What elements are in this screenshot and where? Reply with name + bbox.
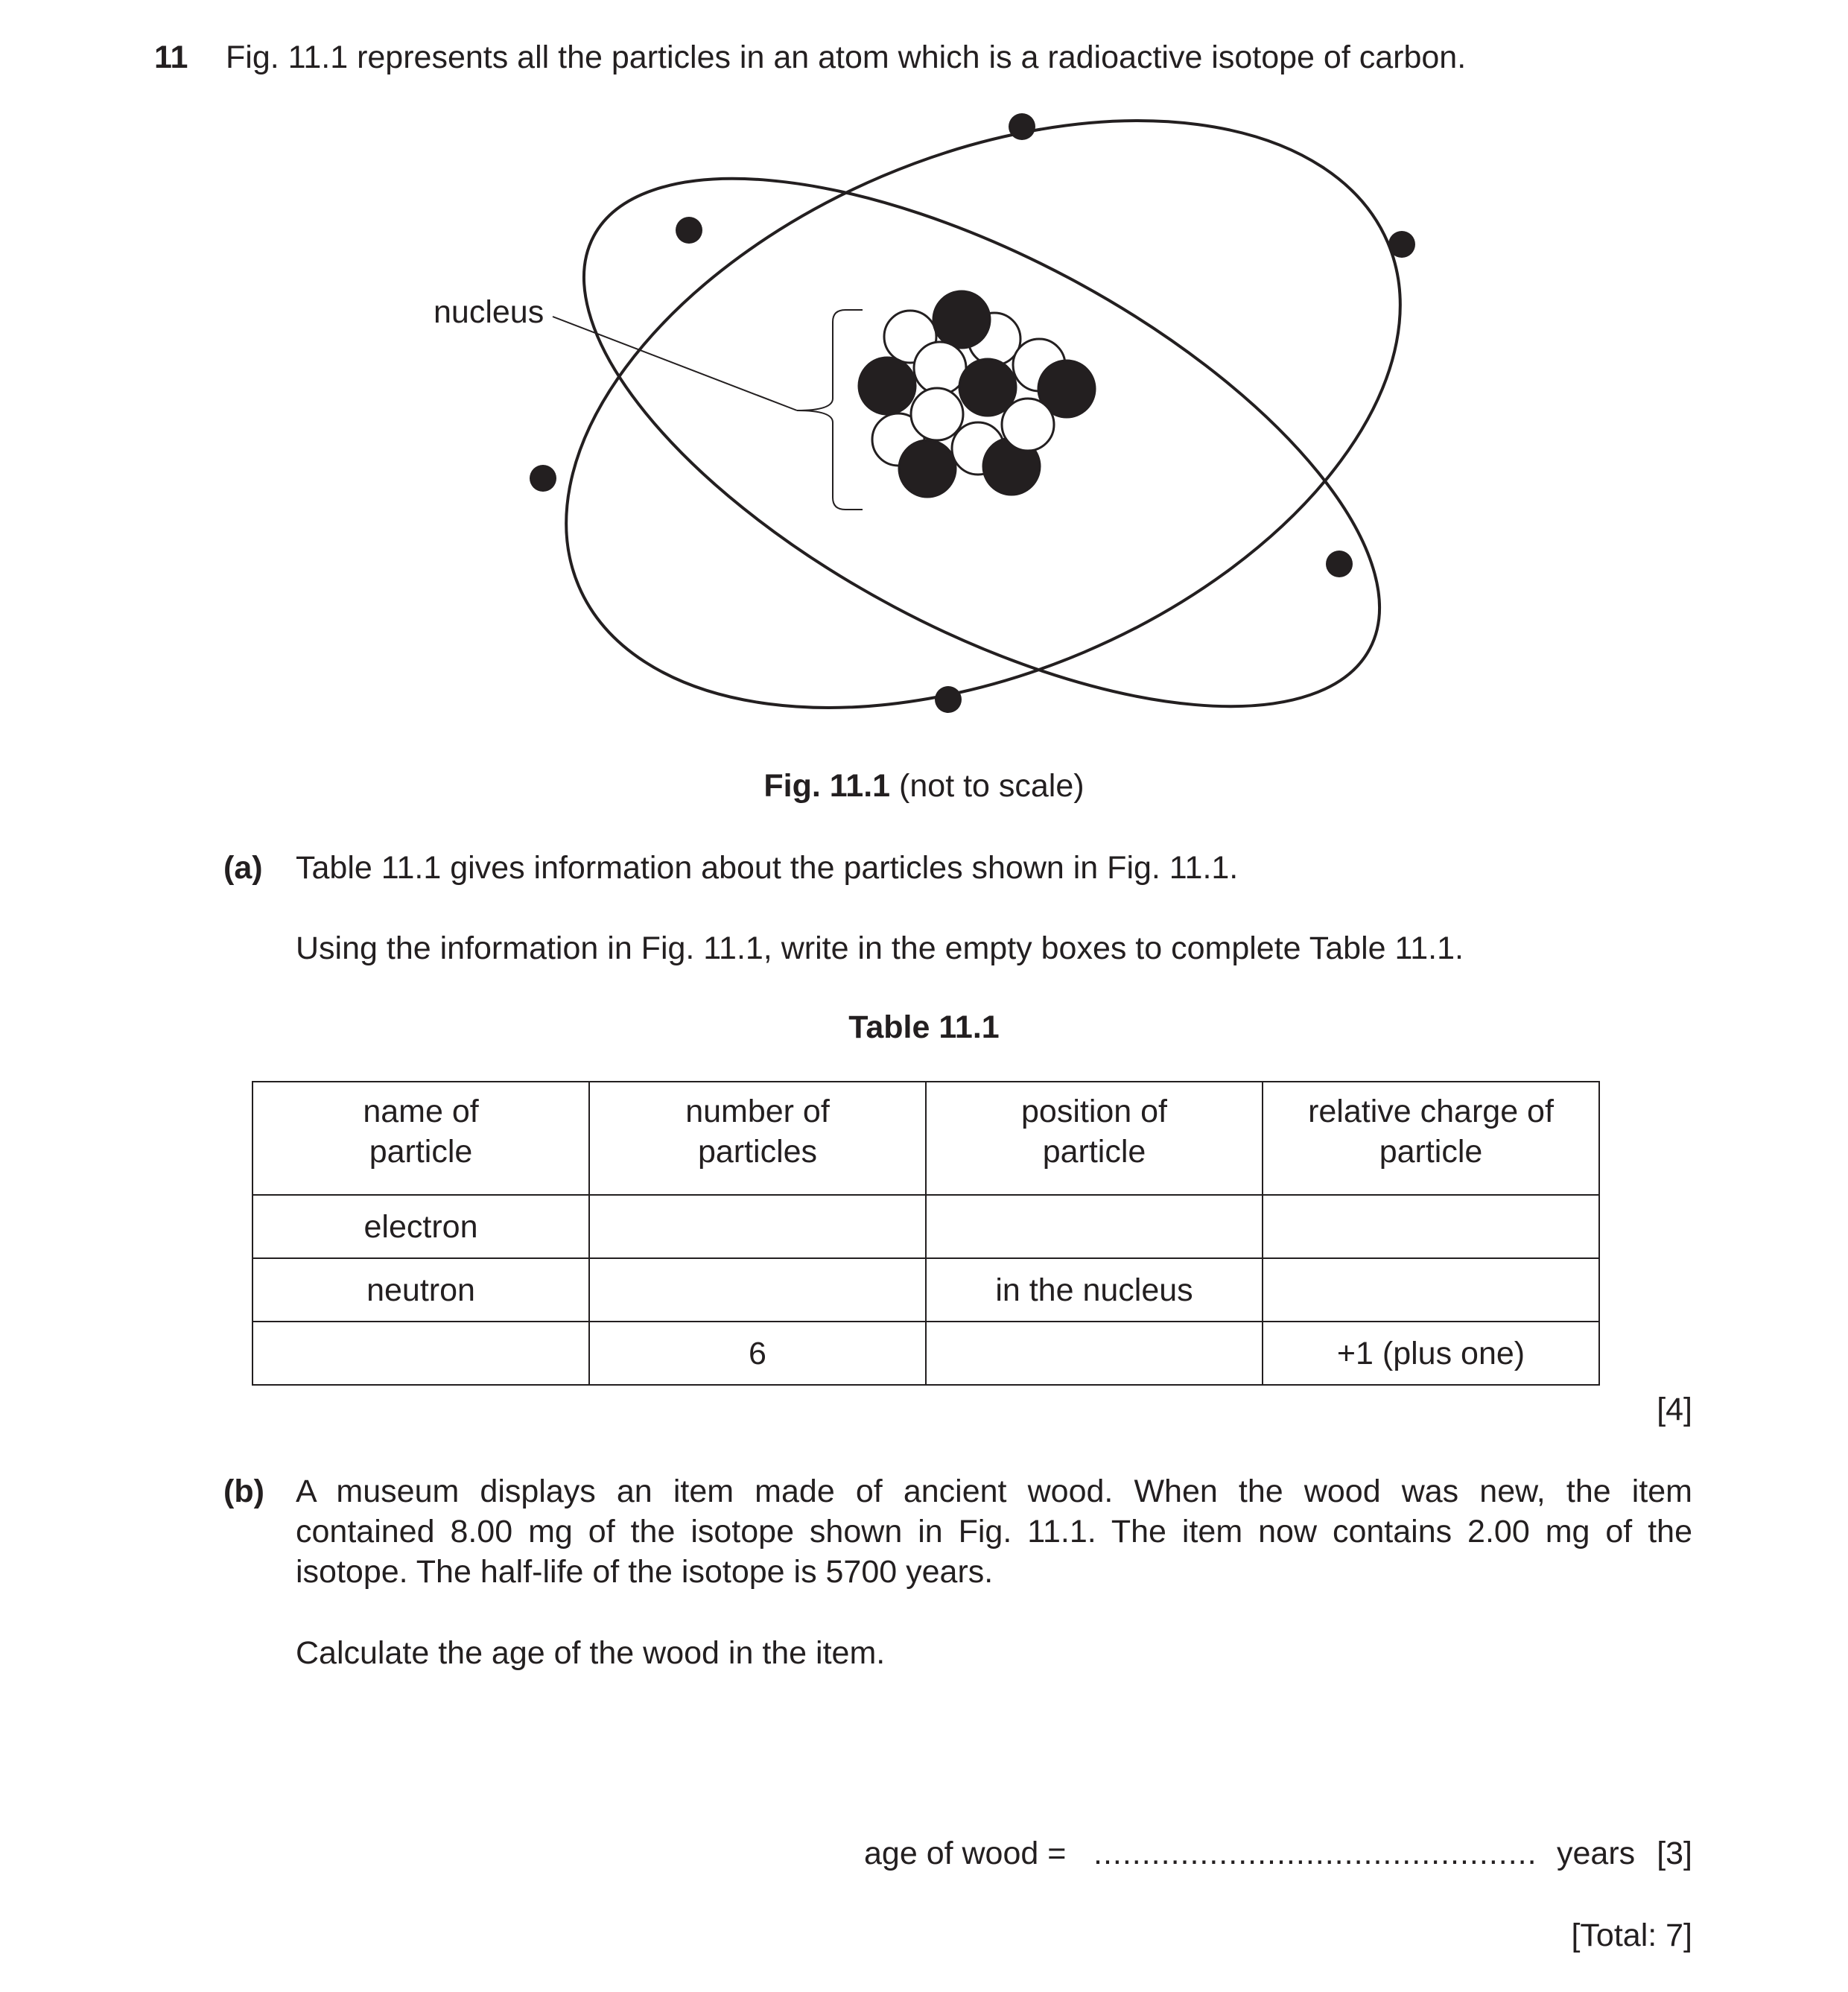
answer-box[interactable] <box>1263 1195 1599 1258</box>
answer-box[interactable] <box>253 1322 589 1385</box>
header-number <box>589 1082 926 1195</box>
figure-caption <box>0 770 1848 802</box>
part-a-line2: Using the information in Fig. 11.1, write in the empty boxes to complete Table 11.1. <box>296 930 1464 966</box>
table-cell: in the nucleus <box>926 1258 1263 1322</box>
nucleus-particle <box>911 388 963 440</box>
table-row <box>253 1322 1599 1385</box>
answer-box[interactable] <box>589 1195 926 1258</box>
part-b-marks: [3] <box>1657 1836 1692 1871</box>
answer-box[interactable] <box>926 1195 1263 1258</box>
question-number: 11 <box>154 39 188 75</box>
header-text: name of <box>363 1094 479 1129</box>
nucleus-particle-filled <box>933 291 990 348</box>
nucleus-label: nucleus <box>434 294 544 330</box>
table-cell: +1 (plus one) <box>1263 1322 1599 1385</box>
header-text: number of <box>685 1094 830 1129</box>
electron <box>1326 551 1353 577</box>
atom-diagram <box>0 0 1848 745</box>
answer-box[interactable] <box>1263 1258 1599 1322</box>
table-row <box>253 1258 1599 1322</box>
part-b-line1: A museum displays an item made of ancient wood. When the wood was new, the item <box>296 1474 1692 1509</box>
answer-line[interactable]: .............................................. <box>1093 1836 1537 1871</box>
table-cell: 6 <box>589 1322 926 1385</box>
header-text: particles <box>697 1134 818 1170</box>
electron <box>530 465 556 492</box>
question-intro: Fig. 11.1 represents all the particles in an atom which is a radioactive isotope of carbon. <box>226 39 1467 75</box>
answer-box[interactable] <box>926 1322 1263 1385</box>
electron <box>1009 113 1035 140</box>
particle-table <box>252 1081 1600 1386</box>
header-text: particle <box>1379 1134 1483 1170</box>
table-row <box>253 1195 1599 1258</box>
answer-label: age of wood = <box>864 1836 1067 1871</box>
part-a-line1: Table 11.1 gives information about the particles shown in Fig. 11.1. <box>296 850 1239 886</box>
part-b-label: (b) <box>223 1474 264 1509</box>
table-header-row <box>253 1082 1599 1195</box>
header-text: relative charge of <box>1308 1094 1554 1129</box>
header-text: position of <box>1020 1094 1168 1129</box>
part-b-line3: isotope. The half-life of the isotope is 5700 years. <box>296 1554 994 1590</box>
nucleus-particle <box>1002 399 1054 451</box>
figure-caption-bold: Fig. 11.1 <box>763 768 891 804</box>
answer-unit: years <box>1557 1836 1636 1871</box>
electron <box>676 217 702 244</box>
part-a-marks: [4] <box>1657 1392 1692 1427</box>
part-b-line2: contained 8.00 mg of the isotope shown in Fig. 11.1. The item now contains 2.00 mg of the <box>296 1514 1692 1549</box>
part-a-label: (a) <box>223 850 263 886</box>
table-title: Table 11.1 <box>848 1009 1000 1045</box>
total-marks: [Total: 7] <box>1571 1918 1692 1953</box>
answer-box[interactable] <box>589 1258 926 1322</box>
figure-caption-note: (not to scale) <box>890 768 1085 804</box>
header-text: particle <box>369 1134 473 1170</box>
nucleus-leader-line <box>553 317 797 410</box>
nucleus-particle-filled <box>859 358 915 414</box>
nucleus-particle <box>914 342 966 394</box>
nucleus-particle-filled <box>899 440 956 497</box>
header-position <box>926 1082 1263 1195</box>
electron <box>1388 231 1415 258</box>
electron <box>935 686 962 713</box>
table-cell: electron <box>253 1195 589 1258</box>
header-charge <box>1263 1082 1599 1195</box>
header-text: particle <box>1042 1134 1146 1170</box>
table-cell: neutron <box>253 1258 589 1322</box>
header-name <box>253 1082 589 1195</box>
part-b-prompt: Calculate the age of the wood in the item. <box>296 1635 886 1671</box>
nucleus-bracket <box>797 310 863 510</box>
